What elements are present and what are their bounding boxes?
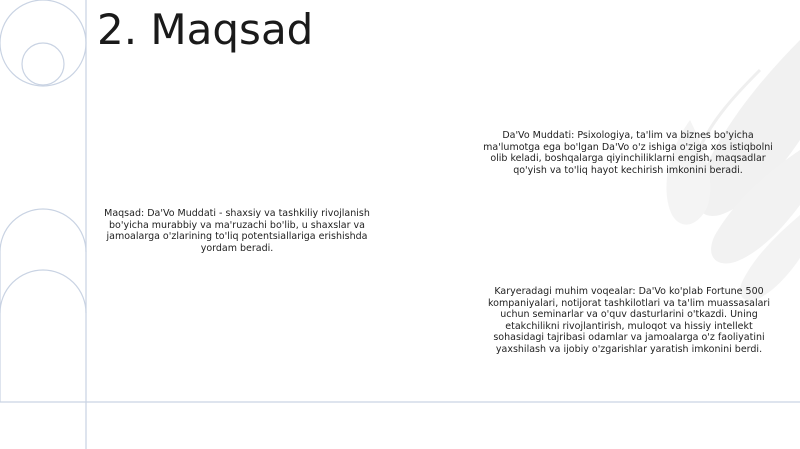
small-circle-outline	[22, 43, 64, 85]
background-paragraph: Da'Vo Muddati: Psixologiya, ta'lim va biznes bo'yicha ma'lumotga ega bo'lgan Da'Vo o'z ishiga o'ziga xos istiqbolni olib keladi, boshqalarga qiyinchiliklarni engish, maqsadlar qo'yish va to'liq hayot kechirish imkonini beradi.	[483, 130, 773, 176]
arch-lower	[0, 270, 86, 313]
career-milestones-paragraph: Karyeradagi muhim voqealar: Da'Vo ko'plab Fortune 500 kompaniyalari, notijorat tashkilotlari va ta'lim muassasalari uchun seminarlar va o'quv dasturlarini o'tkazdi. Uning etakchilikni rivojlantirish, muloqot va hissiy intellekt sohasidagi tajribasi odamlar va jamoalarga o'z faoliyatini yaxshilash va ijobiy o'zgarishlar yaratish imkonini berdi.	[488, 286, 770, 355]
arch-upper	[0, 209, 86, 252]
goal-paragraph: Maqsad: Da'Vo Muddati - shaxsiy va tashkiliy rivojlanish bo'yicha murabbiy va ma'ruzachi bo'lib, u shaxslar va jamoalarga o'zlarining to'liq potentsiallariga erishishda yordam beradi.	[104, 208, 370, 254]
slide-title: 2. Maqsad	[97, 5, 314, 54]
